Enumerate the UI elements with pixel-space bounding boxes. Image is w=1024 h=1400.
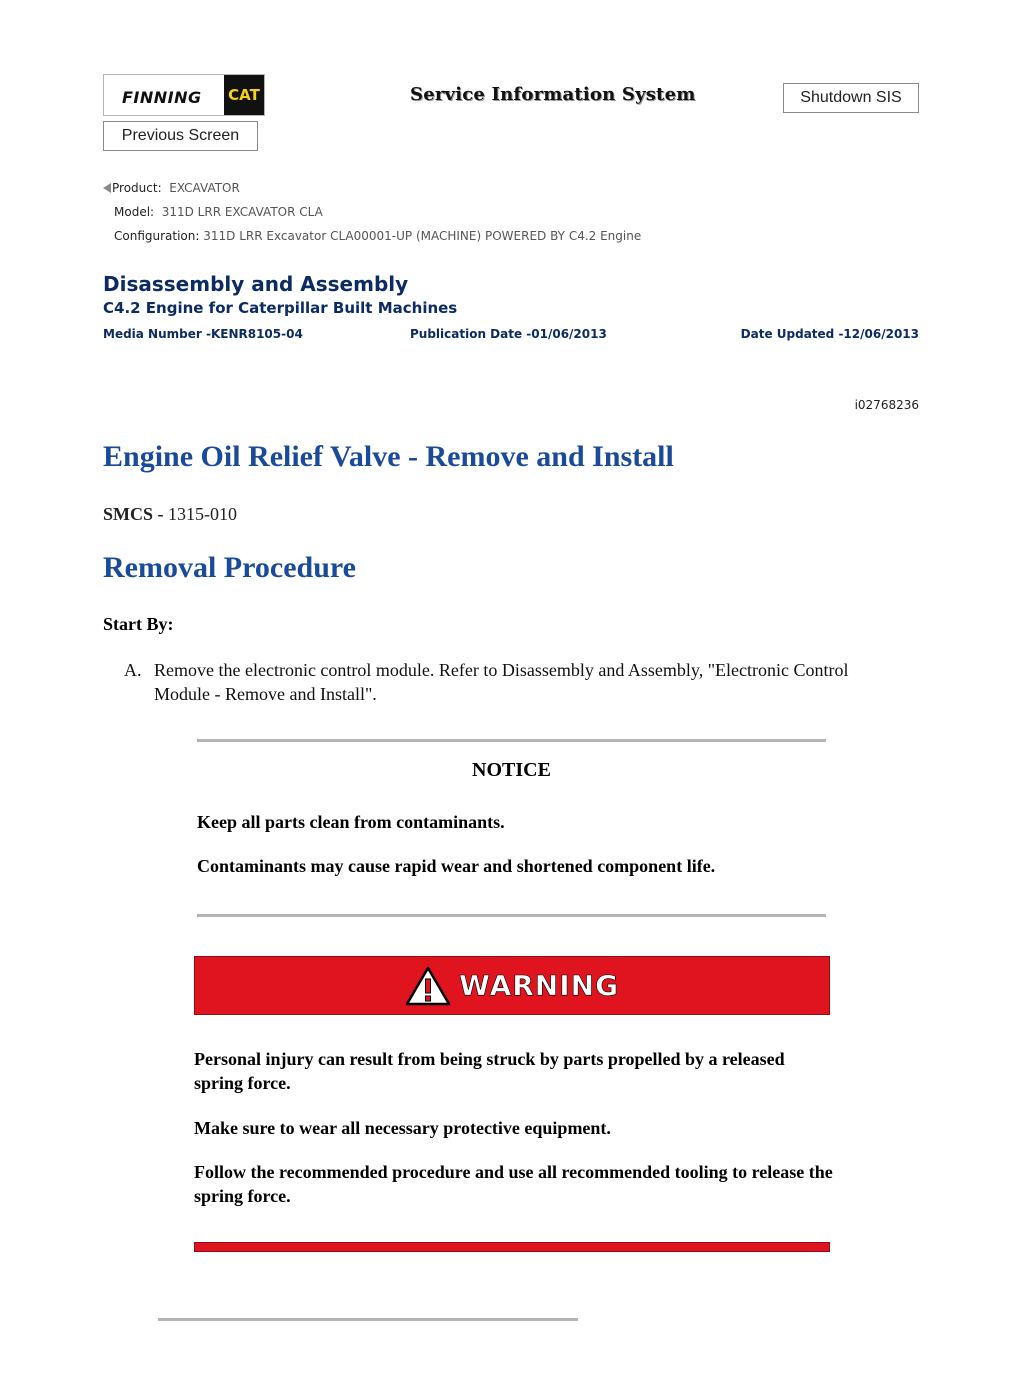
- product-line: [103, 181, 240, 195]
- notice-bottom-divider: [197, 914, 826, 917]
- warning-paragraph: Make sure to wear all necessary protective equipment.: [194, 1118, 611, 1138]
- warning-triangle-icon: [405, 966, 451, 1006]
- configuration-label: Configuration:: [114, 229, 200, 243]
- section-title: Removal Procedure: [103, 551, 356, 584]
- shutdown-sis-button[interactable]: Shutdown SIS: [783, 83, 919, 113]
- warning-paragraph: Personal injury can result from being struck by parts propelled by a released spring force.: [194, 1049, 785, 1093]
- notice-title: NOTICE: [472, 759, 551, 781]
- warning-paragraph: Follow the recommended procedure and use all recommended tooling to release the spring force.: [194, 1162, 833, 1206]
- step-text: Remove the electronic control module. Refer to Disassembly and Assembly, "Electronic Control Module - Remove and Install".: [154, 660, 849, 704]
- media-number: Media Number -KENR8105-04: [103, 327, 303, 341]
- step-letter: A.: [124, 660, 142, 680]
- smcs-label: SMCS -: [103, 504, 164, 524]
- configuration-line: [114, 229, 641, 243]
- notice-paragraph: Contaminants may cause rapid wear and shortened component life.: [197, 856, 716, 876]
- document-id: i02768236: [854, 398, 919, 412]
- warning-banner: [194, 956, 830, 1015]
- previous-screen-button[interactable]: Previous Screen: [103, 121, 258, 151]
- model-line: [114, 205, 323, 219]
- document-category: Disassembly and Assembly: [103, 272, 409, 296]
- finning-logo-text: FINNING: [122, 88, 202, 107]
- product-value: EXCAVATOR: [169, 181, 240, 195]
- model-value: 311D LRR EXCAVATOR CLA: [161, 205, 323, 219]
- smcs-line: [103, 504, 237, 525]
- finning-cat-logo: [103, 74, 265, 116]
- warning-label: WARNING: [458, 969, 620, 1002]
- system-title: Service Information System: [410, 84, 696, 105]
- smcs-value: 1315-010: [168, 504, 238, 524]
- product-label: Product:: [112, 181, 162, 195]
- start-by-label: Start By:: [103, 614, 174, 634]
- publication-date: Publication Date -01/06/2013: [410, 327, 607, 341]
- notice-top-divider: [197, 739, 826, 742]
- page-title: Engine Oil Relief Valve - Remove and Install: [103, 440, 674, 473]
- date-updated: Date Updated -12/06/2013: [740, 327, 919, 341]
- back-arrow-icon[interactable]: [103, 183, 111, 193]
- warning-bottom-bar: [194, 1242, 830, 1252]
- notice-paragraph: Keep all parts clean from contaminants.: [197, 812, 505, 832]
- model-label: Model:: [114, 205, 155, 219]
- section-divider: [158, 1318, 578, 1321]
- cat-logo: CAT: [224, 75, 264, 115]
- engine-title: C4.2 Engine for Caterpillar Built Machines: [103, 299, 458, 317]
- configuration-value: 311D LRR Excavator CLA00001-UP (MACHINE) POWERED BY C4.2 Engine: [203, 229, 642, 243]
